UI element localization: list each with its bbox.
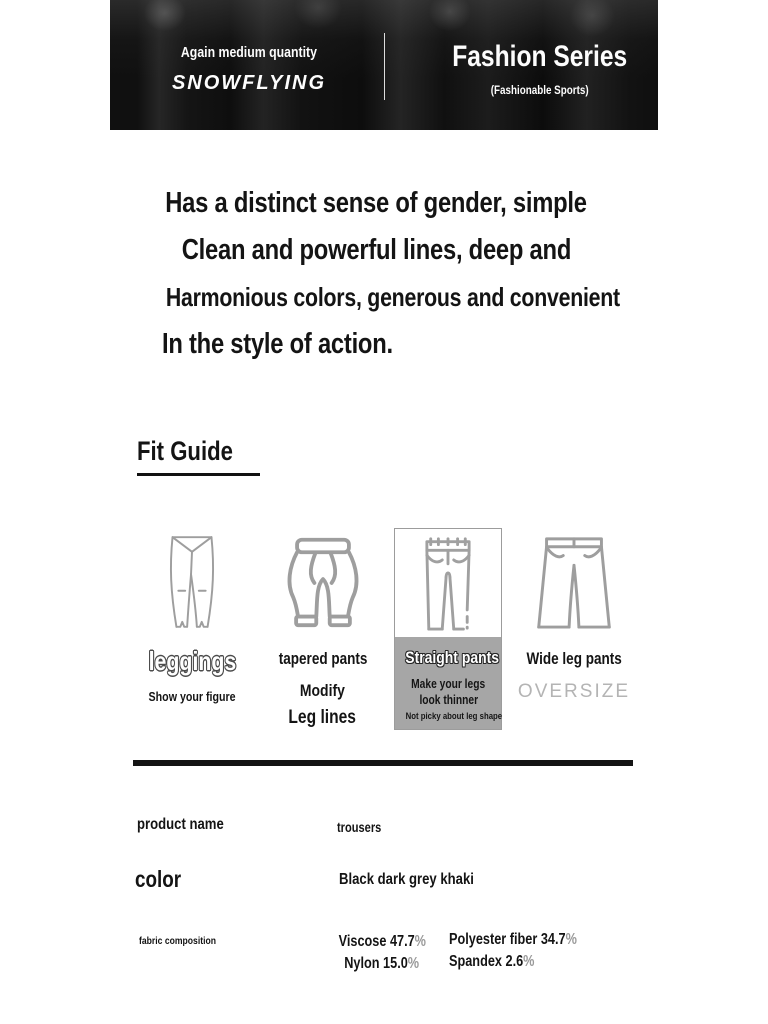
fabric-item: Polyester fiber 34.7% xyxy=(449,931,577,948)
section-divider xyxy=(133,760,633,766)
style-line2-straight: look thinner xyxy=(418,693,478,707)
brand-logo: SNOWFLYING xyxy=(171,72,327,94)
style-name-straight: Straight pants xyxy=(405,648,500,667)
intro-line-1: Has a distinct sense of gender, simple xyxy=(165,187,587,219)
leggings-pants-icon xyxy=(155,530,229,634)
spec-label-color: color xyxy=(135,866,182,892)
intro-line-4: In the style of action. xyxy=(162,328,393,360)
percent-sign: % xyxy=(565,931,577,948)
intro-copy xyxy=(116,180,636,368)
fabric-composition-col-a xyxy=(328,931,436,975)
banner-left-block xyxy=(158,44,340,95)
style-line1-straight: Make your legs xyxy=(411,677,486,691)
percent-sign: % xyxy=(408,955,420,972)
style-tagline-leggings: Show your figure xyxy=(148,689,236,704)
style-name-tapered: tapered pants xyxy=(278,650,368,668)
fit-style-leggings xyxy=(133,528,251,730)
spec-label-product-name: product name xyxy=(137,816,224,833)
banner-tagline: Again medium quantity xyxy=(181,44,317,61)
spec-value-product-name: trousers xyxy=(337,820,382,835)
fit-guide-row xyxy=(133,528,633,730)
style-note-straight: Not picky about leg shape xyxy=(405,711,503,722)
spec-label-fabric: fabric composition xyxy=(139,935,217,947)
style-line1-tapered: Modify xyxy=(300,681,346,700)
fit-style-wide-leg xyxy=(515,528,633,730)
style-name-leggings: leggings xyxy=(148,646,236,676)
spec-value-color: Black dark grey khaki xyxy=(339,871,474,888)
fabric-item: Viscose 47.7% xyxy=(338,933,426,950)
style-line2-tapered: Leg lines xyxy=(288,707,357,728)
tapered-pants-icon xyxy=(281,534,365,630)
style-tagline-oversize: OVERSIZE xyxy=(517,681,630,702)
fabric-composition-col-b xyxy=(449,929,605,973)
percent-sign: % xyxy=(523,953,535,970)
series-title: Fashion Series xyxy=(452,40,628,73)
banner-divider xyxy=(384,33,385,100)
wide-leg-pants-icon xyxy=(532,533,616,631)
fabric-item: Spandex 2.6% xyxy=(449,953,535,970)
fit-style-tapered xyxy=(264,528,382,730)
brand-banner xyxy=(110,0,658,130)
banner-right-block xyxy=(432,40,648,97)
percent-sign: % xyxy=(414,933,426,950)
fit-style-straight-selected-card xyxy=(394,528,502,730)
style-name-wide-leg: Wide leg pants xyxy=(526,650,622,668)
intro-line-2: Clean and powerful lines, deep and xyxy=(181,234,571,266)
straight-pants-icon xyxy=(417,535,479,631)
series-subtitle: (Fashionable Sports) xyxy=(491,83,589,97)
fabric-item: Nylon 15.0% xyxy=(344,955,420,972)
intro-line-3: Harmonious colors, generous and convenient xyxy=(165,282,620,312)
straight-pants-highlight xyxy=(395,637,501,729)
fit-guide-heading: Fit Guide xyxy=(137,436,260,476)
